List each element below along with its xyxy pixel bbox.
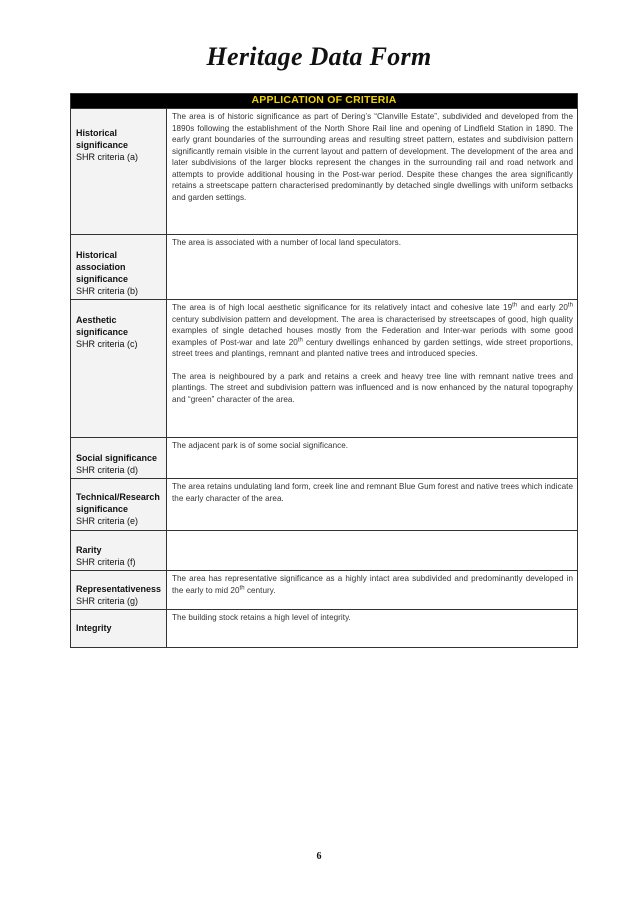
criterion-description	[167, 531, 578, 571]
criterion-label-cell	[71, 109, 167, 235]
criterion-label-cell	[71, 438, 167, 479]
criterion-label: Representativeness	[76, 584, 162, 594]
description-paragraph: The area is neighboured by a park and retains a creek and heavy tree line with remnant native trees and plantings. The street and subdivision pattern was influenced and is now enhanced by the natural topography and “green” character of the area.	[172, 371, 573, 404]
text-run: and early 20	[517, 303, 568, 312]
description-paragraph: The area retains undulating land form, creek line and remnant Blue Gum forest and native trees which indicate the early character of the area.	[172, 482, 573, 503]
criterion-label: Aesthetic significance	[76, 315, 129, 337]
criterion-label: Historical significance	[76, 128, 129, 150]
page-number: 6	[316, 851, 322, 862]
description-paragraph	[172, 302, 573, 360]
superscript: th	[239, 584, 245, 591]
description-paragraph	[172, 573, 573, 596]
table-row	[71, 531, 578, 571]
text-run: century dwellings enhanced by garden settings, wide street proportions, street trees and plantings, remnant and planted native trees and introduced species.	[172, 337, 573, 358]
table-row	[71, 235, 578, 300]
criterion-label: Integrity	[76, 623, 112, 633]
table-header	[71, 94, 578, 109]
criterion-description	[167, 438, 578, 479]
criterion-description	[167, 109, 578, 235]
criterion-code: SHR criteria (b)	[76, 286, 139, 296]
page-title: Heritage Data Form	[206, 42, 432, 71]
text-run: The area is of high local aesthetic significance for its relatively intact and cohesive late 19	[172, 303, 513, 312]
criteria-table	[70, 93, 578, 648]
criterion-code: SHR criteria (g)	[76, 596, 139, 606]
table-row	[71, 438, 578, 479]
criterion-description	[167, 571, 578, 610]
superscript: th	[567, 302, 573, 309]
criterion-label: Rarity	[76, 545, 102, 555]
criterion-label: Historical association significance	[76, 250, 129, 284]
description-paragraph: The adjacent park is of some social significance.	[172, 441, 349, 450]
criterion-code: SHR criteria (c)	[76, 339, 138, 349]
table-row	[71, 109, 578, 235]
text-run: The area has representative significance as a highly intact area subdivided and predominantly developed in the early to mid 20	[172, 574, 573, 595]
table-row	[71, 479, 578, 531]
text-run: century.	[244, 585, 276, 595]
criterion-label-cell	[71, 300, 167, 438]
table-header-label: APPLICATION OF CRITERIA	[251, 94, 397, 106]
criterion-description	[167, 300, 578, 438]
superscript: th	[512, 302, 518, 309]
table-header-row	[71, 94, 578, 109]
criterion-label-cell	[71, 235, 167, 300]
description-paragraph: The area is of historic significance as part of Dering’s “Clanville Estate”, subdivided and developed from the 1890s following the establishment of the North Shore Rail line and opening of Lindfield Station in 1890. The early grant boundaries of the surrounding areas and resulting street pattern, estates and subdivision pattern significantly remain visible in the current layout and pattern of development. The development of the area and later subdivisions of the larger blocks represent the changes in the surrounding rail and road network and attempts to provide additional housing in the Post-war period. Despite these changes the area significantly retains a streetscape pattern characterised predominantly by detached single dwellings with uniform setbacks and garden settings.	[172, 112, 573, 202]
criterion-description	[167, 479, 578, 531]
description-paragraph: The building stock retains a high level of integrity.	[172, 613, 351, 622]
criterion-label-cell	[71, 531, 167, 571]
criterion-label-cell	[71, 610, 167, 648]
criterion-code: SHR criteria (a)	[76, 152, 139, 162]
criterion-label-cell	[71, 571, 167, 610]
criterion-code: SHR criteria (f)	[76, 557, 136, 567]
superscript: th	[297, 336, 303, 343]
criterion-description	[167, 610, 578, 648]
criterion-code: SHR criteria (d)	[76, 465, 139, 475]
table-row	[71, 571, 578, 610]
criterion-code: SHR criteria (e)	[76, 516, 139, 526]
description-paragraph: The area is associated with a number of local land speculators.	[172, 238, 401, 247]
table-row	[71, 300, 578, 438]
table-row	[71, 610, 578, 648]
criterion-label: Social significance	[76, 453, 158, 463]
criterion-label: Technical/Research significance	[76, 492, 160, 514]
text-run: century subdivision pattern and development. The area is characterised by streetscapes of good, high quality examples of single detached houses mostly from the Federation and Inter-war periods with some good examples of Post-war and late 20	[172, 314, 573, 347]
criterion-label-cell	[71, 479, 167, 531]
criterion-description	[167, 235, 578, 300]
